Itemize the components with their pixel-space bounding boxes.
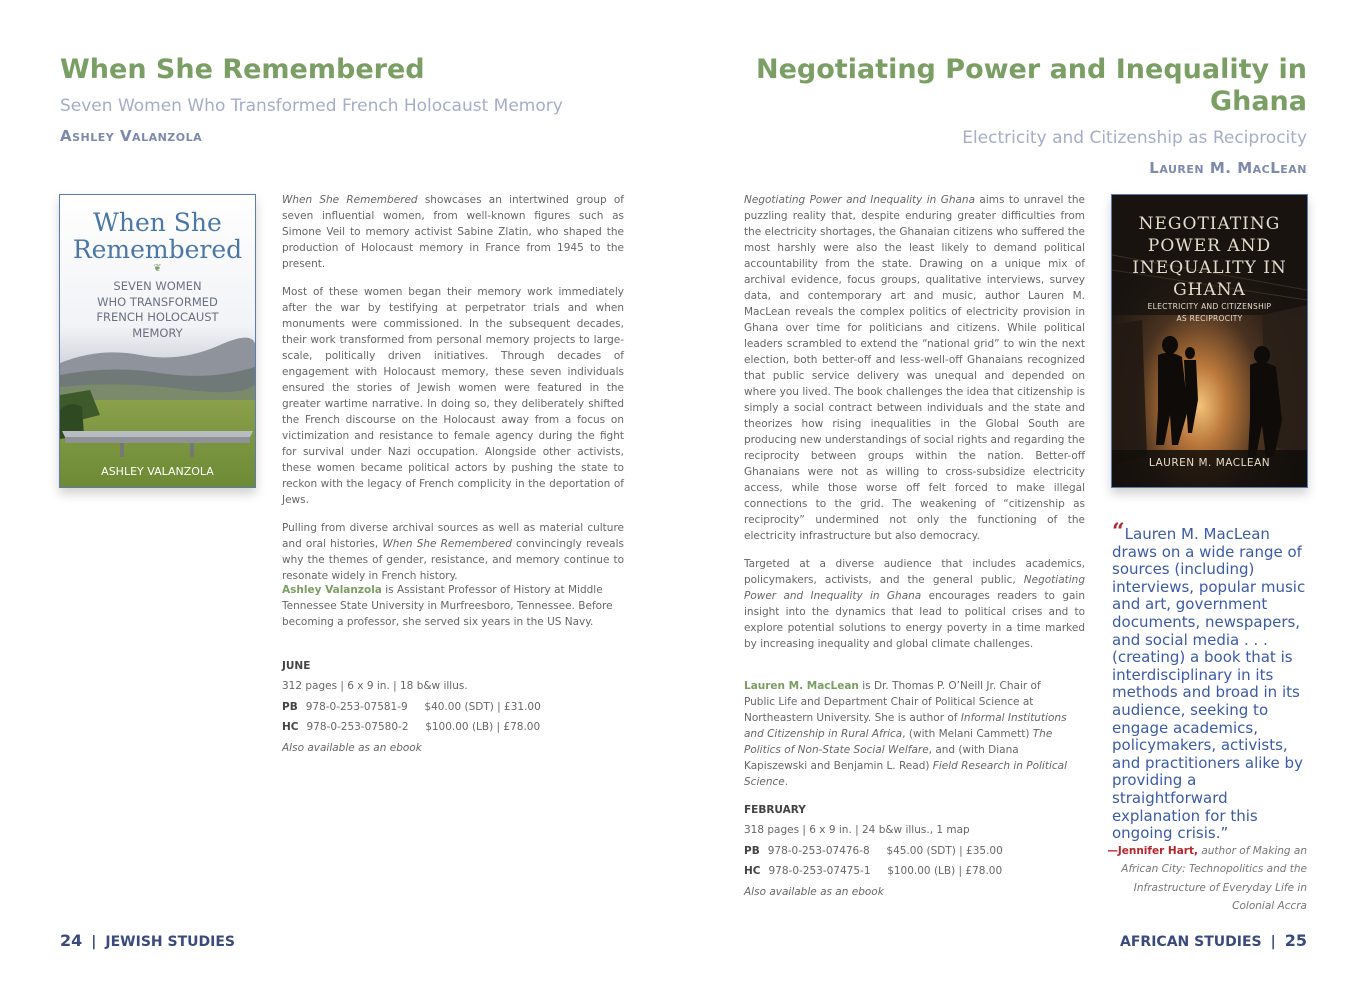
cover-title-line: When She (93, 208, 222, 237)
page-number: 24 (60, 931, 83, 950)
footer-separator: | (91, 934, 97, 950)
cover-subtitle-line: ELECTRICITY AND CITIZENSHIP (1147, 302, 1272, 311)
paragraph-text: aims to unravel the puzzling reality that, despite enduring greater difficulties from the electricity shortages, the Ghanaian citizens who suffered the most harshly were also the least likely to demand political accountability from the state. Drawing on a unique mix of archival evidence, focus groups, qualitative interviews, survey data, and contemporary art and music, author Lauren M. MacLean reveals the complex politics of electricity provision in Ghana over time for politicians and citizens. While political leaders scrambled to extend the “national grid” to win the next election, both better-off and less-well-off Ghanaians recognized that public service delivery was unequal and depended on where you lived. The book challenges the idea that citizenship is simply a social contract between individuals and the state and theorizes how rising inequalities in the Global South are producing new understandings of social rights and regarding the reciprocity between groups within the nation. Better-off Ghanaians were not as willing to cross-subsidize electricity access, while those worse off felt forced to make illegal connections to the grid. The weakening of “citizenship as reciprocity” undermined not only the functioning of the electricity infrastructure but also democracy. (744, 194, 1086, 542)
paragraph-text: convincingly reveals why the themes of gender, resistance, and memory continue to resonate widely in French history. (282, 538, 624, 582)
left-book-subtitle: Seven Women Who Transformed French Holocaust Memory (60, 96, 563, 116)
quote-text: Lauren M. MacLean draws on a wide range of sources (including) interviews, popular music and art, government documents, newspapers, and social media . . . (creating) a book that is interdisciplinary in its methods and broad in its audience, seeking to engage academics, policymakers, activists, and practitioners alike by providing a straightforward explanation for this ongoing crisis.” (1112, 525, 1306, 843)
hc-label: HC (282, 721, 299, 733)
bio-author-name: Lauren M. MacLean (744, 680, 859, 692)
cover-subtitle-line: MEMORY (132, 325, 183, 340)
paragraph-text: encourages readers to gain insight into the dynamics that lead to political crises and to explore potential solutions to energy poverty in a time marked by increasing inequality and global climate challenges. (744, 590, 1085, 650)
quote-attribution (1105, 842, 1307, 915)
left-paragraph-1 (282, 192, 624, 272)
right-description (744, 192, 1085, 664)
bio-text: , and (with Diana Kapiszewski and Benjamin L. Read) (744, 744, 1019, 772)
right-author-bio (744, 678, 1074, 790)
right-footer (1120, 931, 1307, 950)
cover-subtitle-line: AS RECIPROCITY (1176, 314, 1243, 323)
book-title-italic: Field Research in Political Science (744, 760, 1067, 788)
pub-month: FEBRUARY (744, 804, 806, 816)
title-line: Negotiating Power and Inequality in (756, 54, 1307, 85)
bio-text: is Assistant Professor of History at Middle Tennessee State University in Murfreesboro, Tennessee. Before becoming a professor, she served six years in the US Navy. (282, 584, 613, 628)
quote-source-title: Making an African City: Technopolitics and the Infrastructure of Everyday Life in Colonial Accra (1121, 845, 1307, 912)
hc-row (282, 717, 624, 738)
left-author-bio (282, 582, 624, 630)
book-title-italic: Negotiating Power and Inequality in Ghana (744, 194, 976, 206)
leaf-icon: ❦ (153, 263, 162, 274)
ebook-note: Also available as an ebook (282, 741, 422, 754)
bio-text: , (with Melani Cammett) (902, 728, 1033, 740)
quote-mark-icon: “ (1112, 519, 1125, 545)
left-book-author: Ashley Valanzola (60, 127, 203, 145)
left-paragraph-2: Most of these women began their memory work immediately after the war by testifying at perpetrator trials and when monuments were commissioned. In the subsequent decades, their work transformed from personal memory projects to large-scale, politically driven initiatives. Through decades of engagement with Holocaust memory, these seven individuals ensured the stories of Jewish women were featured in the greater wartime narrative. In doing so, they deliberately shifted the French discourse on the Holocaust away from a focus on victimization and resistance to female agency during the fight for survival under Nazi occupation. Alongside other activists, these women became political actors by pushing the state to reckon with the legacy of French complicity in the deportation of Jews. (282, 286, 624, 506)
bio-text: is Dr. Thomas P. O’Neill Jr. Chair of Public Life and Department Chair of Political Science at Northeastern University. She is author of (744, 680, 1041, 724)
right-pub-details (744, 804, 1085, 902)
attribution-text: author of (1198, 845, 1253, 857)
page-number: 25 (1284, 931, 1307, 950)
pb-isbn-price: 978-0-253-07581-9 $40.00 (SDT) | £31.00 (305, 700, 541, 713)
section-name: JEWISH STUDIES (105, 934, 235, 950)
pub-month: JUNE (282, 660, 311, 672)
left-description (282, 192, 624, 596)
pull-quote (1112, 519, 1312, 843)
book-title-italic: Informal Institutions and Citizenship in Rural Africa (744, 712, 1067, 740)
right-book-subtitle: Electricity and Citizenship as Reciprocity (962, 128, 1307, 148)
section-name: AFRICAN STUDIES (1120, 934, 1262, 950)
cover-author: LAUREN M. MACLEAN (1148, 457, 1271, 469)
hc-label: HC (744, 865, 761, 877)
book-title-italic: When She Remembered (382, 538, 512, 550)
right-book-cover (1111, 194, 1308, 488)
pub-specs: 312 pages | 6 x 9 in. | 18 b&w illus. (282, 680, 468, 692)
right-book-author: Lauren M. MacLean (1149, 159, 1307, 177)
bio-author-name: Ashley Valanzola (282, 584, 382, 596)
left-book-title: When She Remembered (60, 54, 425, 85)
hc-isbn-price: 978-0-253-07580-2 $100.00 (LB) | £78.00 (306, 721, 541, 733)
pb-row (744, 841, 1085, 862)
book-title-italic: When She Remembered (282, 194, 418, 206)
book-title-italic: The Politics of Non-State Social Welfare (744, 728, 1053, 756)
footer-separator: | (1270, 934, 1276, 950)
book-title-italic: Negotiating Power and Inequality in Ghana (744, 574, 1085, 602)
pb-row (282, 697, 624, 718)
paragraph-text: Pulling from diverse archival sources as well as material culture and oral histories, (282, 522, 624, 550)
pb-isbn-price: 978-0-253-07476-8 $45.00 (SDT) | £35.00 (767, 844, 1003, 857)
cover-title-line: Remembered (72, 235, 243, 264)
quote-author-name: —Jennifer Hart, (1107, 845, 1198, 857)
cover-subtitle-line: FRENCH HOLOCAUST (96, 310, 219, 324)
bio-text: . (784, 776, 789, 788)
pb-label: PB (282, 700, 298, 713)
right-book-title (756, 54, 1307, 118)
cover-title-line: INEQUALITY IN (1132, 258, 1287, 278)
cover-subtitle-line: WHO TRANSFORMED (97, 294, 218, 309)
right-paragraph-1 (744, 192, 1085, 544)
ebook-note: Also available as an ebook (744, 885, 884, 898)
pub-specs: 318 pages | 6 x 9 in. | 24 b&w illus., 1 map (744, 824, 970, 836)
paragraph-text: Targeted at a diverse audience that includes academics, policymakers, activists, and the general public, (744, 558, 1085, 586)
paragraph-text: showcases an intertwined group of seven influential women, from well-known figures such as Simone Veil to memory activist Sabine Zlatin, who shaped the production of Holocaust memory in France from 1945 to the present. (282, 194, 624, 270)
cover-title-line: GHANA (1173, 280, 1246, 300)
left-book-cover (59, 194, 256, 488)
title-line: Ghana (1209, 86, 1307, 117)
cover-title-line: POWER AND (1147, 236, 1272, 256)
pb-label: PB (744, 844, 760, 857)
right-paragraph-2 (744, 556, 1085, 652)
cover-title-line: NEGOTIATING (1138, 214, 1281, 234)
left-footer (60, 931, 235, 950)
hc-isbn-price: 978-0-253-07475-1 $100.00 (LB) | £78.00 (768, 865, 1003, 877)
hc-row (744, 861, 1085, 882)
cover-subtitle-line: SEVEN WOMEN (113, 279, 202, 293)
left-pub-details (282, 660, 624, 758)
left-paragraph-3 (282, 520, 624, 584)
cover-author: ASHLEY VALANZOLA (101, 465, 214, 478)
